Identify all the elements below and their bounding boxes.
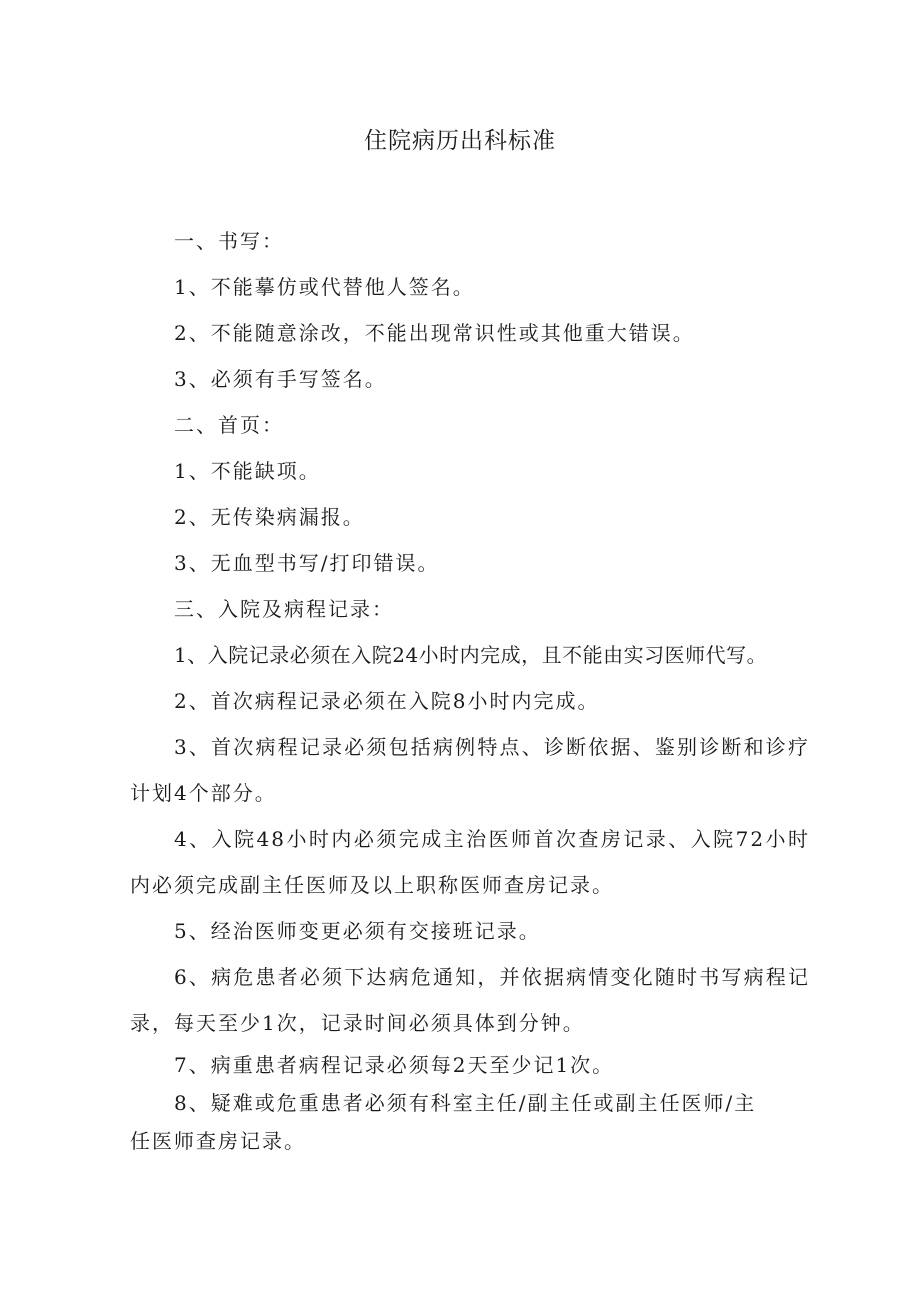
section-heading-writing: 一、书写： <box>174 229 284 253</box>
paragraph-item: 2、无传染病漏报。 <box>174 505 365 529</box>
paragraph-item: 3、必须有手写签名。 <box>174 367 387 391</box>
paragraph-item: 3、首次病程记录必须包括病例特点、诊断依据、鉴别诊断和诊疗计划4个部分。 <box>130 735 810 805</box>
section-heading-admission-records: 三、入院及病程记录： <box>174 597 394 621</box>
document-body <box>130 218 810 1160</box>
paragraph-item: 4、入院48小时内必须完成主治医师首次查房记录、入院72小时内必须完成副主任医师及以上职称医师查房记录。 <box>130 827 810 897</box>
paragraph-item: 6、病危患者必须下达病危通知，并依据病情变化随时书写病程记录，每天至少1次，记录时间必须具体到分钟。 <box>130 965 810 1035</box>
paragraph-item: 7、病重患者病程记录必须每2天至少记1次。 <box>174 1053 615 1077</box>
section-heading-front-page: 二、首页： <box>174 413 284 437</box>
paragraph-item: 5、经治医师变更必须有交接班记录。 <box>174 919 541 943</box>
paragraph-item: 1、不能缺项。 <box>174 459 321 483</box>
paragraph-item: 1、不能摹仿或代替他人签名。 <box>174 275 475 299</box>
paragraph-item: 8、疑难或危重患者必须有科室主任/副主任或副主任医师/主任医师查房记录。 <box>130 1091 757 1153</box>
paragraph-item: 3、无血型书写/打印错误。 <box>174 551 440 575</box>
paragraph-item: 2、不能随意涂改，不能出现常识性或其他重大错误。 <box>174 321 695 345</box>
paragraph-item: 2、首次病程记录必须在入院8小时内完成。 <box>174 689 600 713</box>
paragraph-item: 1、入院记录必须在入院24小时内完成，且不能由实习医师代写。 <box>174 643 768 667</box>
document-title: 住院病历出科标准 <box>364 128 556 154</box>
